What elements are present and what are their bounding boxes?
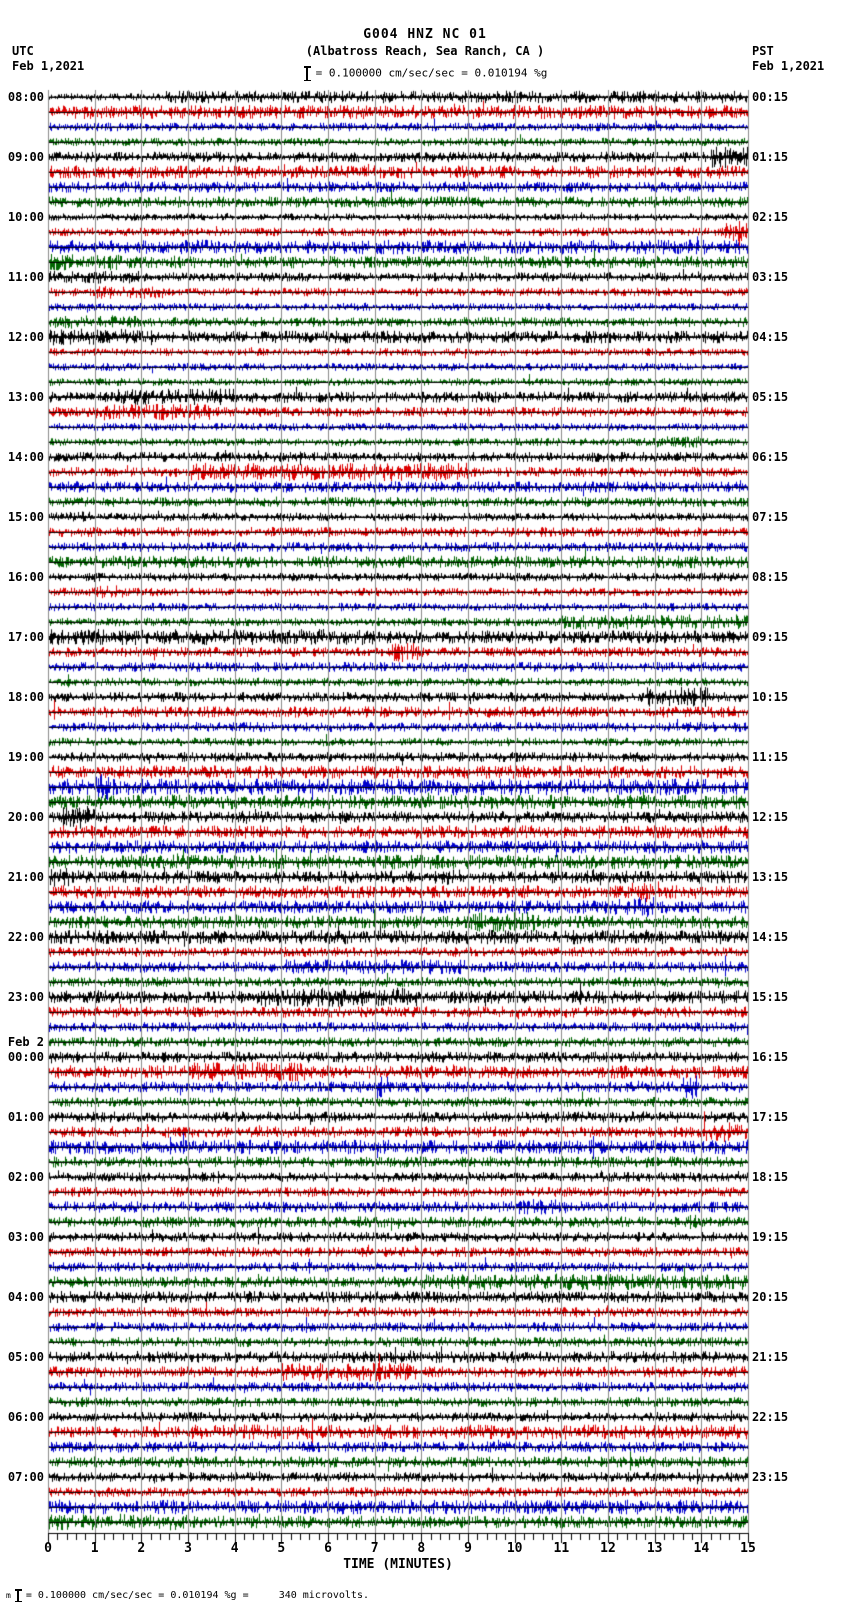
utc-hour-label: 08:00 [7,90,44,104]
pst-hour-label: 23:15 [752,1470,789,1484]
x-axis-tick: 11 [553,1541,570,1556]
utc-hour-label: 11:00 [7,270,44,284]
x-axis-tick: 6 [324,1541,332,1556]
x-axis-tick: 10 [506,1541,523,1556]
x-axis-tick: 8 [417,1541,426,1556]
pst-hour-label: 22:15 [752,1410,789,1424]
x-axis-tick: 2 [137,1541,146,1556]
page-title: G004 HNZ NC 01 [363,27,487,42]
pst-date: Feb 1,2021 [752,59,825,73]
station-subtitle: (Albatross Reach, Sea Ranch, CA ) [305,44,545,58]
utc-hour-label: 09:00 [7,150,44,164]
x-axis-tick: 14 [693,1541,710,1556]
pst-hour-label: 17:15 [752,1110,789,1124]
pst-hour-label: 06:15 [752,450,789,464]
pst-hour-label: 19:15 [752,1230,789,1244]
utc-hour-label: 00:00 [7,1050,44,1064]
utc-date: Feb 1,2021 [12,59,85,73]
utc-hour-label: 15:00 [7,510,44,524]
x-axis-tick: 9 [464,1541,472,1556]
pst-hour-label: 08:15 [752,570,789,584]
utc-hour-label: 06:00 [7,1410,44,1424]
x-axis-tick: 15 [740,1541,756,1556]
scale-line-text: = 0.100000 cm/sec/sec = 0.010194 %g [315,66,548,80]
pst-hour-label: 15:15 [752,990,789,1004]
utc-hour-label: 22:00 [7,930,44,944]
utc-hour-label: 20:00 [7,810,44,824]
pst-hour-label: 16:15 [752,1050,789,1064]
utc-hour-label: 02:00 [7,1170,44,1184]
pst-hour-label: 20:15 [752,1290,789,1304]
x-axis-tick: 13 [646,1541,663,1556]
x-axis-tick: 3 [184,1541,192,1556]
x-axis-tick: 0 [44,1541,52,1556]
utc-hour-label: 04:00 [7,1290,44,1304]
pst-hour-label: 00:15 [752,90,789,104]
utc-hour-label: 16:00 [7,570,44,584]
pst-hour-label: 12:15 [752,810,789,824]
utc-hour-label: 23:00 [7,990,44,1004]
x-axis-tick: 5 [277,1541,286,1556]
footer-text: = 0.100000 cm/sec/sec = 0.010194 %g = 340 microvolts. [25,1590,369,1601]
utc-hour-label: 10:00 [7,210,44,224]
pst-hour-label: 01:15 [752,150,789,164]
pst-hour-label: 03:15 [752,270,789,284]
pst-label: PST [752,44,774,58]
utc-hour-label: 21:00 [7,870,44,884]
utc-hour-label: 01:00 [7,1110,44,1124]
x-axis-tick: 4 [230,1541,239,1556]
x-axis-tick: 1 [90,1541,99,1556]
x-axis-tick: 12 [600,1541,616,1556]
pst-hour-label: 04:15 [752,330,789,344]
pst-hour-label: 10:15 [752,690,789,704]
pst-hour-label: 05:15 [752,390,789,404]
x-axis-tick: 7 [370,1541,379,1556]
utc-hour-label: 14:00 [7,450,44,464]
utc-hour-label: 12:00 [7,330,44,344]
pst-hour-label: 07:15 [752,510,789,524]
pst-hour-label: 18:15 [752,1170,789,1184]
x-axis-title: TIME (MINUTES) [343,1557,453,1572]
pst-hour-label: 09:15 [752,630,789,644]
footer-prefix: m [6,1591,11,1600]
utc-hour-label: 13:00 [7,390,44,404]
utc-hour-label: 07:00 [7,1470,44,1484]
utc-label: UTC [12,44,34,58]
pst-hour-label: 02:15 [752,210,789,224]
utc-hour-label: 18:00 [7,690,44,704]
utc-hour-label: 17:00 [7,630,44,644]
utc-hour-label: 05:00 [7,1350,44,1364]
date-change-marker: Feb 2 [7,1035,44,1049]
pst-hour-label: 11:15 [752,750,789,764]
utc-hour-label: 19:00 [7,750,44,764]
pst-hour-label: 13:15 [752,870,789,884]
utc-hour-label: 03:00 [7,1230,44,1244]
pst-hour-label: 14:15 [752,930,789,944]
pst-hour-label: 21:15 [752,1350,789,1364]
